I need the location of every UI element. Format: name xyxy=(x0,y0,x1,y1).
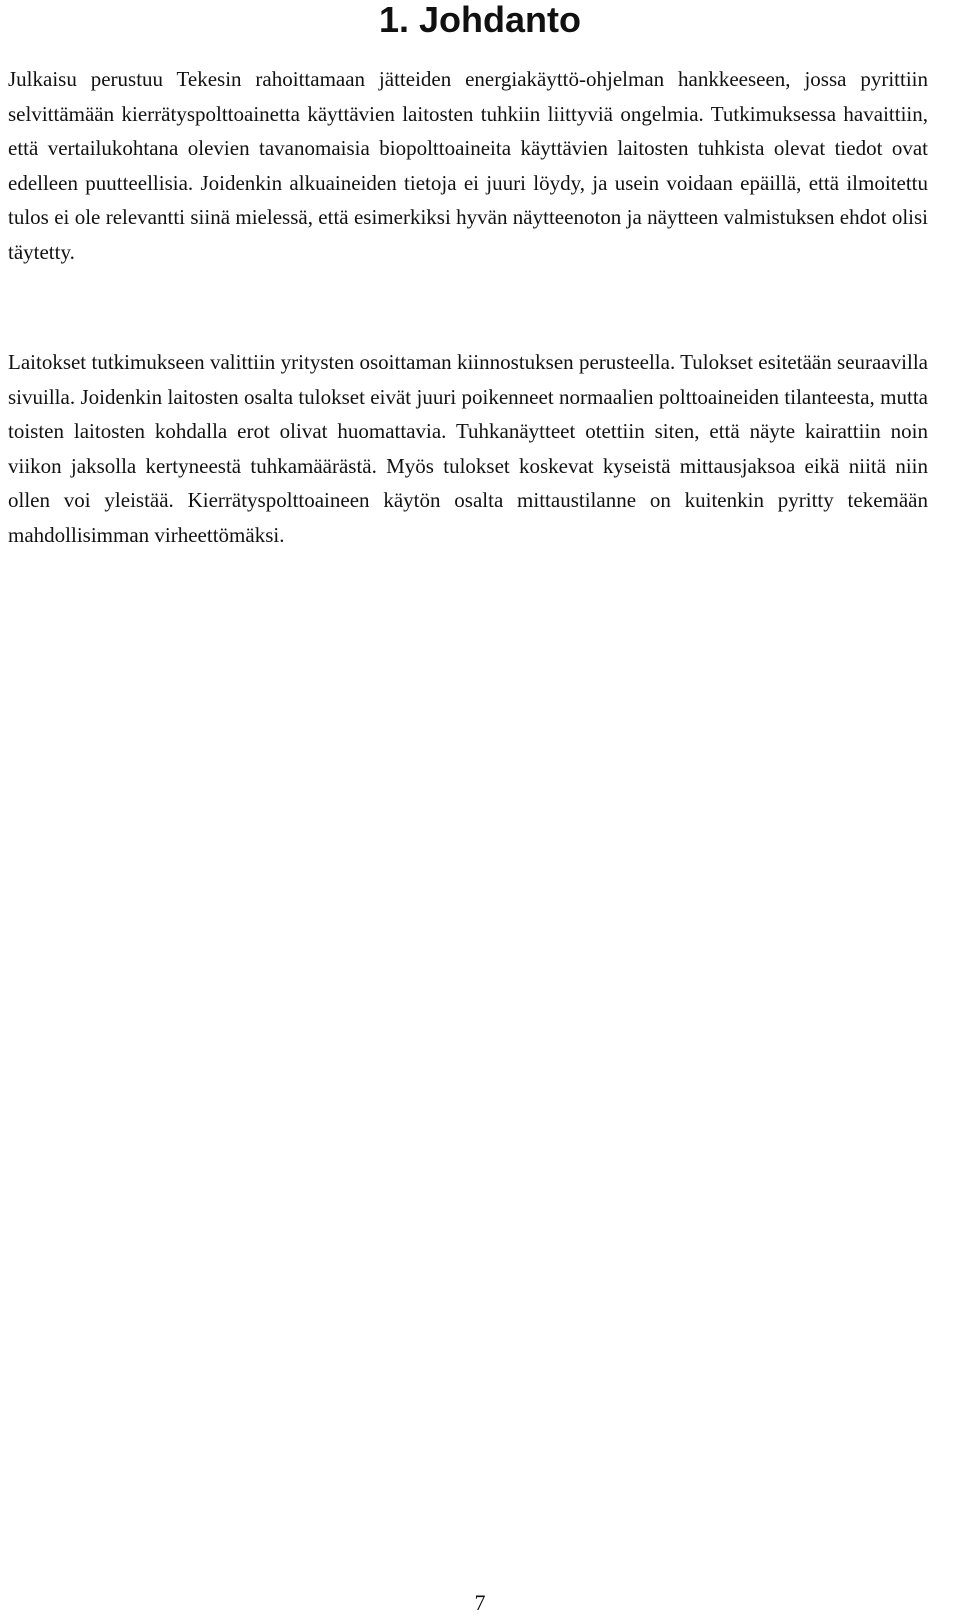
page-title: 1. Johdanto xyxy=(378,0,581,40)
paragraph-introduction: Julkaisu perustuu Tekesin rahoittamaan jätteiden energiakäyttö-ohjelman hankkeeseen, jossa pyrittiin selvittämään kierrätyspolttoainetta käyttävien laitosten tuhkiin liittyviä ongelmia. Tutkimuksessa havaittiin, että vertailukohtana olevien tavanomaisia biopolttoaineita käyttävien laitosten tuhkista olevat tiedot ovat edelleen puutteellisia. Joidenkin alkuaineiden tietoja ei juuri löydy, ja usein voidaan epäillä, että ilmoitettu tulos ei ole relevantti siinä mielessä, että esimerkiksi hyvän näytteenoton ja näytteen valmistuksen ehdot olisi täytetty. xyxy=(8,67,928,264)
page-number: 7 xyxy=(474,1590,486,1615)
paragraph-plants: Laitokset tutkimukseen valittiin yritysten osoittaman kiinnostuksen perusteella. Tulokset esitetään seuraavilla sivuilla. Joidenkin laitosten osalta tulokset eivät juuri poikenneet normaalien polttoaineiden tilanteesta, mutta toisten laitosten kohdalla erot olivat huomattavia. Tuhkanäytteet otettiin siten, että näyte kairattiin noin viikon jaksolla kertyneestä tuhkamäärästä. Myös tulokset koskevat kyseistä mittausjaksoa eikä niitä niin ollen voi yleistää. Kierrätyspolttoaineen käytön osalta mittaustilanne on kuitenkin pyritty tekemään mahdollisimman virheettömäksi. xyxy=(8,350,928,547)
